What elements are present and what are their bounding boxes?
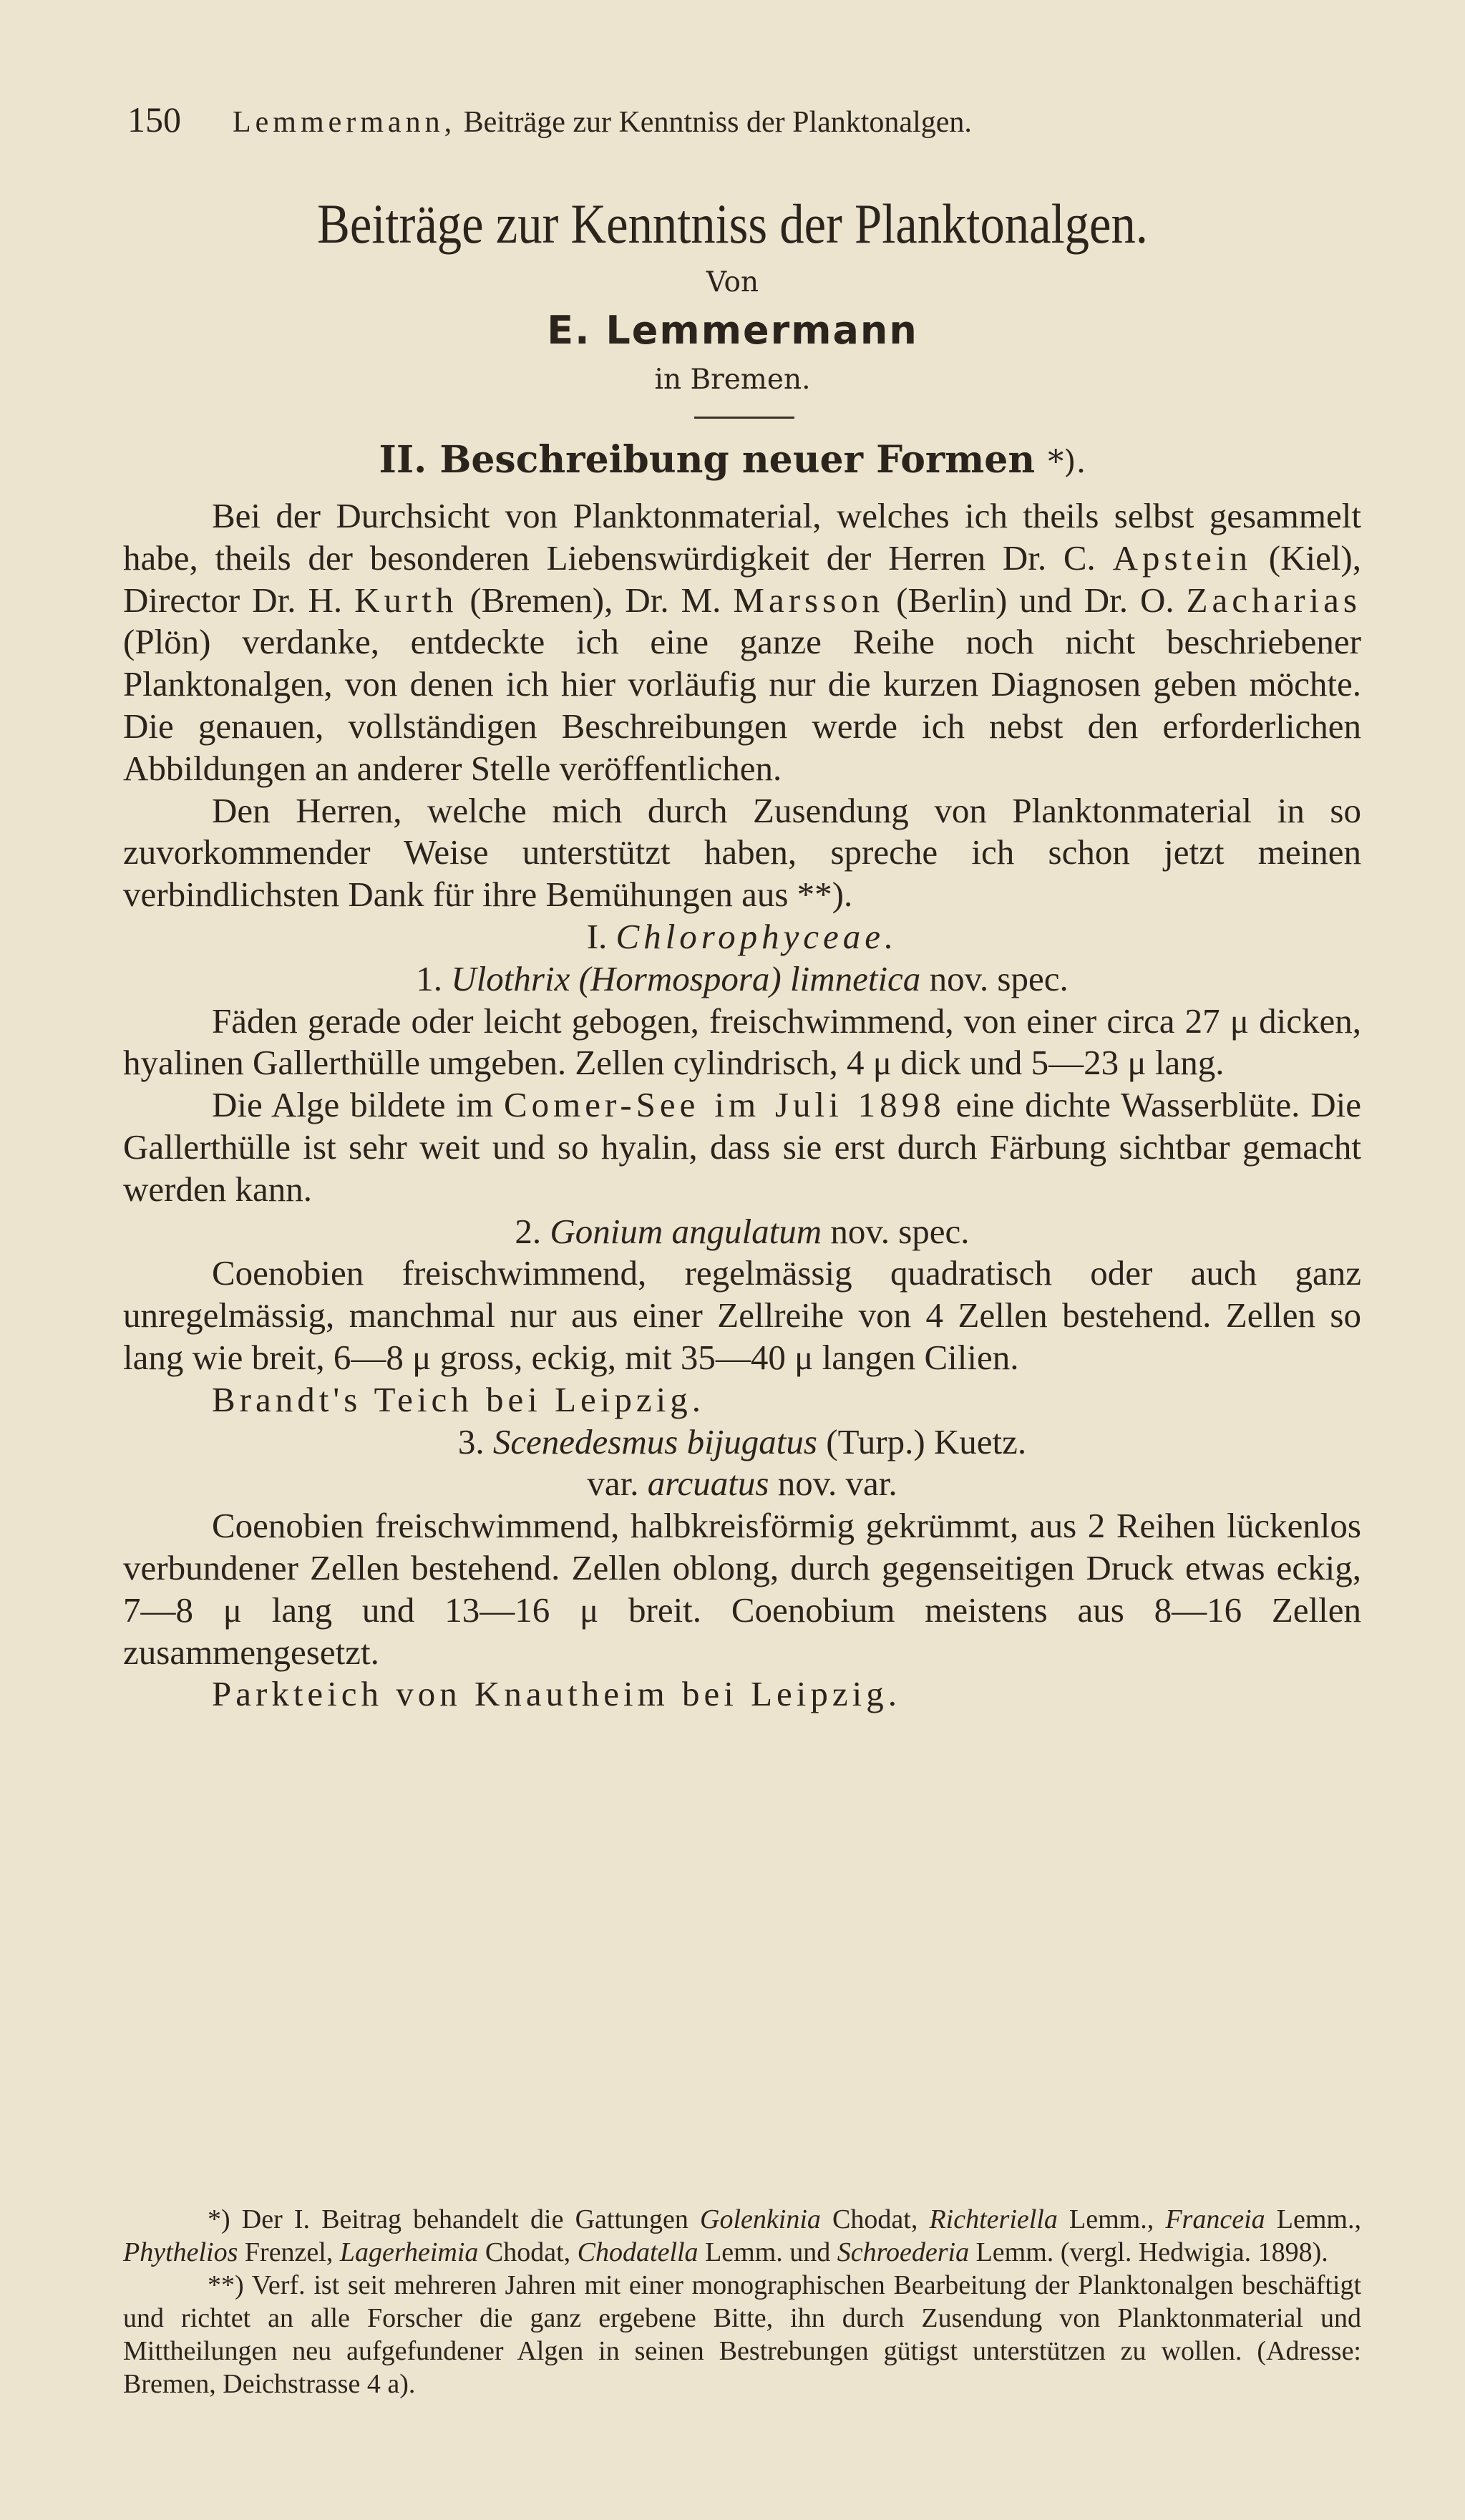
name-marsson: Marsson: [733, 580, 885, 620]
intro-text: (Bremen), Dr. M.: [457, 580, 734, 620]
species-3-variety: [123, 1463, 1361, 1505]
species-subgenus: (Hormospora): [578, 958, 782, 998]
species-3-heading: [123, 1421, 1361, 1464]
species-name: Scenedesmus bijugatus: [492, 1421, 817, 1461]
genus-richteriella: Richteriella: [929, 2204, 1058, 2234]
author-place: in Bremen.: [654, 364, 811, 396]
intro-text: Bei der Durchsicht von Planktonmaterial, welches ich theils selbst gesammelt habe, theils der besonderen Liebenswürdigkeit der Herren Dr. C.: [123, 496, 1361, 578]
name-apstein: Apstein: [1112, 537, 1252, 578]
intro-text: (Kiel), Director Dr. H.: [123, 537, 1362, 620]
genus-schroederia: Schroederia: [837, 2237, 970, 2267]
section-heading-text: II. Beschreibung neuer Formen: [379, 438, 1036, 482]
footnote-text: Chodat,: [820, 2204, 930, 2234]
name-kurth: Kurth: [354, 580, 458, 620]
species-3-locality: Parkteich von Knautheim bei Leipzig.: [212, 1674, 902, 1714]
footnote-text: Lemm.,: [1057, 2204, 1166, 2234]
genus-lagerheimia: Lagerheimia: [339, 2237, 479, 2267]
author-name: E. Lemmermann: [547, 308, 918, 353]
class-heading: [123, 916, 1361, 958]
name-zacharias: Zacharias: [1186, 580, 1361, 620]
species-status: nov. spec.: [920, 958, 1069, 998]
byline-von: Von: [706, 266, 759, 298]
species-2-locality: Brandt's Teich bei Leipzig.: [212, 1379, 706, 1419]
species-number: 2.: [515, 1211, 550, 1251]
note-text: Die Alge bildete im: [212, 1085, 504, 1125]
species-genus: Ulothrix: [451, 958, 570, 998]
footnotes: [123, 2203, 1361, 2400]
species-1-note: [123, 1084, 1361, 1210]
running-title: Beiträge zur Kenntniss der Planktonalgen.: [463, 106, 972, 139]
species-name: Gonium angulatum: [550, 1211, 822, 1251]
species-number: 1.: [416, 958, 452, 998]
article-title: Beiträge zur Kenntniss der Planktonalgen.: [317, 193, 1148, 255]
footnote-text: Frenzel,: [238, 2237, 340, 2267]
genus-phythelios: Phythelios: [123, 2237, 238, 2267]
class-name: Chlorophyceae.: [615, 916, 898, 956]
footnote-1: [123, 2203, 1361, 2269]
species-2-heading: [123, 1211, 1361, 1253]
variety-prefix: var.: [587, 1464, 648, 1504]
variety-status: nov. var.: [769, 1464, 897, 1504]
genus-chodatella: Chodatella: [577, 2237, 699, 2267]
article-body: [123, 495, 1361, 1716]
footnote-text: Lemm. und: [698, 2237, 837, 2267]
footnote-mark: *): [208, 2204, 242, 2234]
species-status: nov. spec.: [822, 1211, 970, 1251]
species-1-description: Fäden gerade oder leicht gebogen, freischwimmend, von einer circa 27 μ dicken, hyalinen Gallerthülle umgeben. Zellen cylindrisch, 4 μ dick und 5—23 μ lang.: [123, 1001, 1361, 1083]
species-epithet: limnetica: [789, 958, 921, 998]
section-heading: [0, 438, 1465, 482]
footnote-text: Der I. Beitrag behandelt die Gattungen: [241, 2204, 701, 2234]
footnote-text: Lemm. (vergl. Hedwigia. 1898).: [969, 2237, 1328, 2267]
intro-paragraph-2: Den Herren, welche mich durch Zusendung von Planktonmaterial in so zuvorkommender Weise unterstützt haben, spreche ich schon jetzt meinen verbindlichsten Dank für ihre Bemühungen aus **).: [123, 790, 1361, 915]
intro-text: (Berlin) und Dr. O.: [884, 580, 1187, 620]
species-author: (Turp.) Kuetz.: [817, 1421, 1027, 1461]
intro-text: (Plön) verdanke, entdeckte ich eine ganze Reihe noch nicht beschriebener Planktonalgen, von denen ich hier vorläufig nur die kurzen Diagnosen geben möchte. Die genauen, vollständigen Beschreibungen werde ich nebst den erforderlichen Abbildungen an anderer Stelle veröffentlichen.: [123, 622, 1361, 788]
genus-golenkinia: Golenkinia: [700, 2204, 821, 2234]
intro-paragraph-1: [123, 495, 1361, 790]
class-number: I.: [586, 916, 616, 956]
footnote-mark: **): [208, 2270, 252, 2300]
section-footnote-mark: *).: [1048, 444, 1086, 480]
species-1-locality: Comer-See im Juli 1898: [503, 1085, 945, 1125]
species-2-description: Coenobien freischwimmend, regelmässig quadratisch oder auch ganz unregelmässig, manchmal nur aus einer Zellreihe von 4 Zellen bestehend. Zellen so lang wie breit, 6—8 μ gross, eckig, mit 35—40 μ langen Cilien.: [123, 1253, 1361, 1377]
footnote-text: Lemm.,: [1265, 2204, 1361, 2234]
genus-franceia: Franceia: [1165, 2204, 1265, 2234]
running-author: Lemmermann,: [233, 106, 457, 139]
title-divider: [694, 417, 794, 419]
footnote-2: [123, 2269, 1361, 2400]
species-number: 3.: [457, 1421, 493, 1461]
species-3-description: Coenobien freischwimmend, halbkreisförmig gekrümmt, aus 2 Reihen lückenlos verbundener Zellen bestehend. Zellen oblong, durch gegenseitigen Druck etwas eckig, 7—8 μ lang und 13—16 μ breit. Coenobium meistens aus 8—16 Zellen zusammengesetzt.: [123, 1506, 1361, 1672]
footnote-text: Chodat,: [478, 2237, 578, 2267]
footnote-text: Verf. ist seit mehreren Jahren mit einer monographischen Bearbeitung der Planktonalgen beschäftigt und richtet an alle Forscher die ganz ergebene Bitte, ihn durch Zusendung von Planktonmaterial und Mittheilungen neu aufgefundener Algen in seinen Bestrebungen gütigst unterstützen zu wollen. (Adresse: Bremen, Deichstrasse 4 a).: [123, 2270, 1361, 2399]
species-1-heading: [123, 958, 1361, 1001]
note-text: eine dichte Wasserblüte. Die Gallerthülle ist sehr weit und so hyalin, dass sie erst durch Färbung sichtbar gemacht werden kann.: [123, 1085, 1361, 1209]
running-head: [127, 99, 1215, 140]
variety-name: arcuatus: [647, 1464, 769, 1504]
page-number: 150: [127, 99, 181, 140]
